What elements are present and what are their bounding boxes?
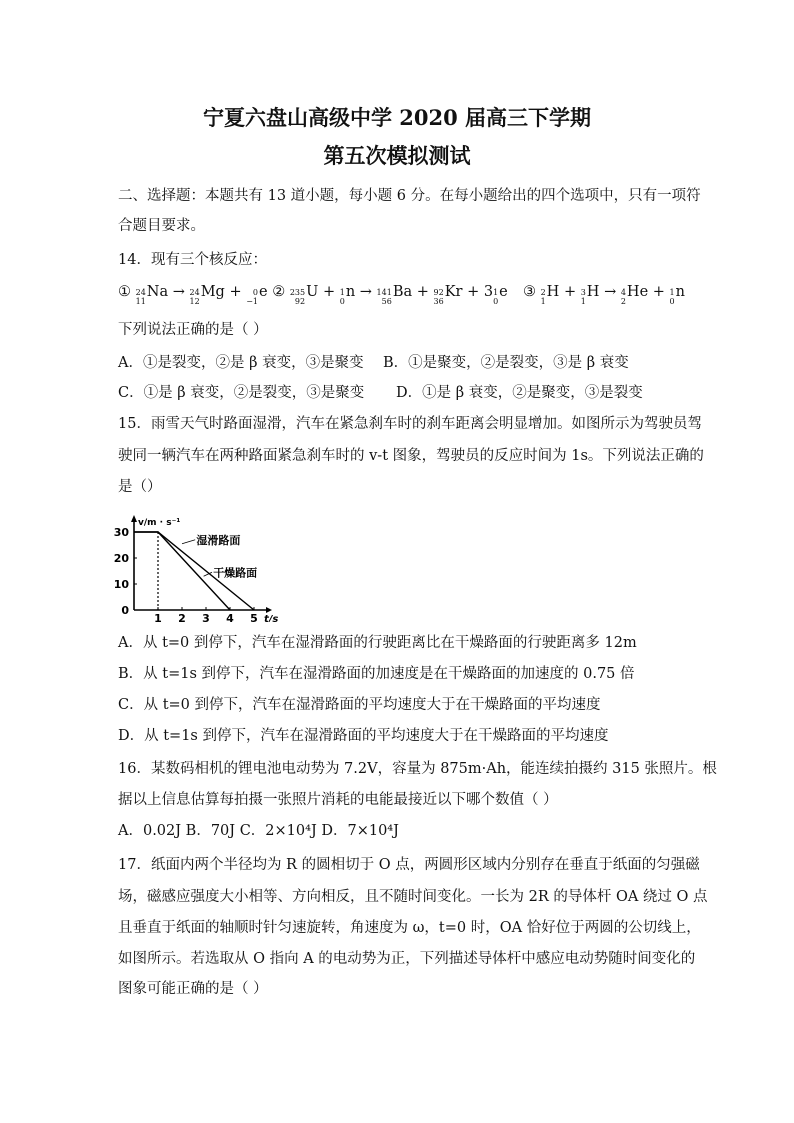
reaction-2-mark: ② [272, 284, 286, 300]
isotope-neutron-2: 1 0 n [669, 284, 685, 306]
q14-reactions: ① 24 11 Na → 24 12 Mg + 0 −1 e ② 235 92 U + 1 0 n → 141 56 Ba + 92 36 Kr + 3 1 0 e ③ 2 1 H + 3 1 H → 4 2 He + 1 0 n [118, 284, 685, 306]
q16-options: A．0.02J B．70J C．2×10⁴J D．7×10⁴J [118, 823, 399, 839]
y-tick-label: 0 [121, 604, 129, 617]
y-tick-label: 10 [113, 578, 129, 591]
q16-line-2: 据以上信息估算每拍摄一张照片消耗的电能最接近以下哪个数值（ ） [118, 792, 558, 808]
q14-option-a: A．①是裂变，②是 β 衰变，③是聚变 [118, 355, 364, 371]
title-line-2: 第五次模拟测试 [323, 143, 471, 168]
wet-label-leader [182, 540, 195, 544]
q17-line-3: 且垂直于纸面的轴顺时针匀速旋转，角速度为 ω，t=0 时，OA 恰好位于两圆的公切线上， [118, 920, 701, 936]
x-tick-label: 5 [250, 612, 258, 622]
isotope-ba: 141 56 Ba [376, 284, 413, 306]
q17-line-4: 如图所示。若选取从 O 指向 A 的电动势为正，下列描述导体杆中感应电动势随时间变化的 [118, 951, 696, 967]
isotope-na: 24 11 Na [135, 284, 169, 306]
x-axis-label: t/s [264, 614, 279, 622]
q15-line-1: 15．雨雪天气时路面湿滑，汽车在紧急刹车时的刹车距离会明显增加。如图所示为驾驶员驾 [118, 416, 702, 432]
isotope-mg: 24 12 Mg [189, 284, 225, 306]
isotope-he: 4 2 He [620, 284, 649, 306]
reaction-1-mark: ① [118, 284, 131, 300]
isotope-kr: 92 36 Kr [433, 284, 463, 306]
x-axis-arrow [266, 607, 272, 613]
isotope-h2: 2 1 H [540, 284, 560, 306]
isotope-electron: 0 −1 e [246, 284, 268, 306]
series-label-dry: 干燥路面 [213, 566, 258, 580]
x-tick-label: 1 [154, 612, 162, 622]
q17-line-1: 17．纸面内两个半径均为 R 的圆相切于 O 点，两圆形区域内分别存在垂直于纸面的匀强磁 [118, 857, 700, 873]
q15-option-a: A．从 t=0 到停下，汽车在湿滑路面的行驶距离比在干燥路面的行驶距离多 12m [118, 635, 637, 651]
q17-line-5: 图象可能正确的是（ ） [118, 981, 268, 997]
q15-option-d: D．从 t=1s 到停下，汽车在湿滑路面的平均速度大于在干燥路面的平均速度 [118, 728, 609, 744]
series-label-wet: 湿滑路面 [196, 533, 241, 547]
q14-option-c: C．①是 β 衰变，②是裂变，③是聚变 [118, 385, 365, 401]
isotope-electron-2: 1 0 e [493, 284, 508, 306]
q15-option-b: B．从 t=1s 到停下，汽车在湿滑路面的加速度是在干燥路面的加速度的 0.75 倍 [118, 666, 635, 682]
section-header-line-2: 合题目要求。 [118, 218, 205, 234]
q14-stem: 14．现有三个核反应： [118, 252, 267, 268]
q15-line-3: 是（） [118, 479, 162, 495]
reaction-3-mark: ③ [522, 284, 536, 300]
y-tick-label: 20 [113, 552, 129, 565]
isotope-u: 235 92 U [289, 284, 319, 306]
isotope-h3: 3 1 H [580, 284, 600, 306]
q14-option-b: B．①是聚变，②是裂变，③是 β 衰变 [383, 355, 629, 371]
q17-line-2: 场，磁感应强度大小相等、方向相反，且不随时间变化。一长为 2R 的导体杆 OA 绕过 O 点 [118, 889, 708, 905]
x-tick-label: 3 [202, 612, 210, 622]
q15-line-2: 驶同一辆汽车在两种路面紧急刹车时的 v-t 图象，驾驶员的反应时间为 1s。下列说法正确的 [118, 448, 704, 464]
x-tick-label: 2 [178, 612, 186, 622]
isotope-neutron: 1 0 n [339, 284, 356, 306]
vt-chart [110, 500, 300, 622]
q16-line-1: 16．某数码相机的锂电池电动势为 7.2V，容量为 875m·Ah，能连续拍摄约 315 张照片。根 [118, 761, 717, 777]
y-tick-label: 30 [113, 526, 129, 539]
y-axis-arrow [131, 515, 137, 522]
x-tick-label: 4 [226, 612, 234, 622]
q14-option-d: D．①是 β 衰变，②是聚变，③是裂变 [396, 385, 643, 401]
section-header-line-1: 二、选择题：本题共有 13 道小题，每小题 6 分。在每小题给出的四个选项中，只有一项符 [118, 188, 701, 204]
q14-prompt: 下列说法正确的是（ ） [118, 322, 268, 338]
title-line-1: 宁夏六盘山高级中学 2020 届高三下学期 [202, 105, 592, 130]
y-axis-label: v/m · s⁻¹ [138, 518, 181, 528]
q15-option-c: C．从 t=0 到停下，汽车在湿滑路面的平均速度大于在干燥路面的平均速度 [118, 697, 601, 713]
